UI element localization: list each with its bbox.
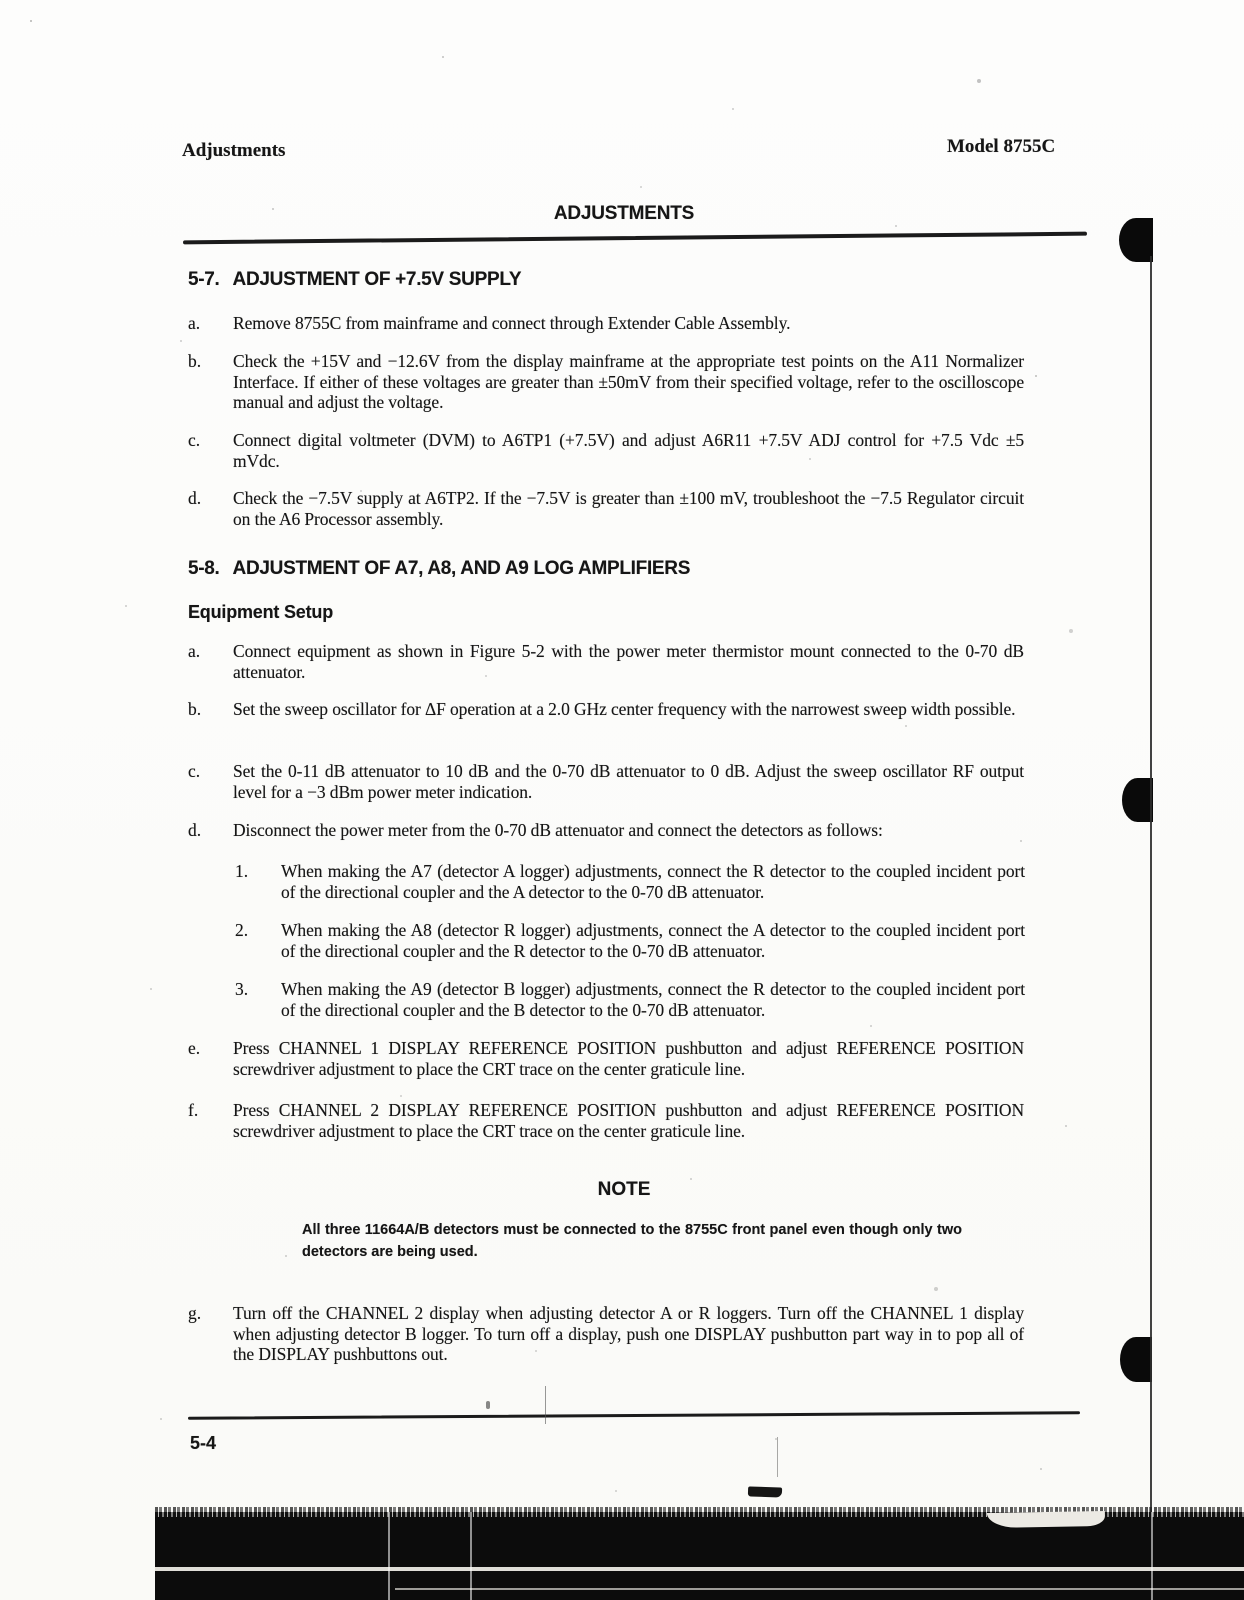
scan-artifact (486, 1401, 490, 1409)
header-rule (183, 232, 1087, 245)
list-item-5-8-g (188, 1303, 1024, 1365)
item-label: d. (188, 820, 202, 840)
item-text: Check the −7.5V supply at A6TP2. If the −7.5V is greater than ±100 mV, troubleshoot the −7.5 Regulator circuit on the A6 Processor assembly. (233, 488, 1024, 529)
list-item-5-8-d (188, 820, 1024, 841)
item-label: e. (188, 1038, 201, 1058)
detector-step-2 (235, 920, 1025, 961)
scan-black-band (155, 1512, 1244, 1600)
item-label: f. (188, 1100, 199, 1120)
section-5-8-title: ADJUSTMENT OF A7, A8, AND A9 LOG AMPLIFIERS (232, 558, 691, 579)
list-item-5-8-a (188, 641, 1024, 682)
list-item-5-8-b (188, 699, 1024, 720)
item-text: Press CHANNEL 1 DISPLAY REFERENCE POSITION pushbutton and adjust REFERENCE POSITION screwdriver adjustment to place the CRT trace on the center graticule line. (233, 1038, 1024, 1079)
section-5-7-number: 5-7. (188, 269, 220, 290)
registration-mark-icon (1120, 1337, 1152, 1382)
scan-band-hairline (1151, 1512, 1153, 1600)
item-text: Set the sweep oscillator for ΔF operation at a 2.0 GHz center frequency with the narrowest sweep width possible. (233, 699, 1016, 719)
item-text: Set the 0-11 dB attenuator to 10 dB and the 0-70 dB attenuator to 0 dB. Adjust the sweep oscillator RF output level for a −3 dBm power meter indication. (233, 761, 1024, 802)
item-label: a. (188, 313, 201, 333)
item-text: Check the +15V and −12.6V from the display mainframe at the appropriate test points on the A11 Normalizer Interface. If either of these voltages are greater than ±50mV from their specified voltage, refer to the oscilloscope manual and adjust the voltage. (233, 351, 1024, 412)
section-5-7-title: ADJUSTMENT OF +7.5V SUPPLY (232, 269, 522, 290)
scan-edge-line (1150, 256, 1152, 1512)
registration-mark-icon (1119, 218, 1153, 262)
step-label: 1. (235, 861, 249, 881)
list-item-5-7-c (188, 430, 1024, 471)
step-text: When making the A9 (detector B logger) adjustments, connect the R detector to the coupled incident port of the directional coupler and the B detector to the 0-70 dB attenuator. (281, 979, 1025, 1020)
step-label: 2. (235, 920, 249, 940)
item-label: c. (188, 761, 201, 781)
step-text: When making the A7 (detector A logger) adjustments, connect the R detector to the coupled incident port of the directional coupler and the A detector to the 0-70 dB attenuator. (281, 861, 1025, 902)
list-item-5-7-a (188, 313, 1024, 334)
list-item-5-8-e (188, 1038, 1024, 1079)
item-label: g. (188, 1303, 202, 1323)
registration-mark-icon (1122, 778, 1153, 822)
item-text: Disconnect the power meter from the 0-70 dB attenuator and connect the detectors as follows: (233, 820, 883, 840)
detector-step-3 (235, 979, 1025, 1020)
section-5-8-heading (188, 558, 690, 580)
step-text: When making the A8 (detector R logger) adjustments, connect the A detector to the coupled incident port of the directional coupler and the R detector to the 0-70 dB attenuator. (281, 920, 1025, 961)
running-header-left: Adjustments (182, 140, 286, 161)
item-label: b. (188, 351, 202, 371)
scan-artifact (545, 1386, 546, 1424)
detector-step-1 (235, 861, 1025, 902)
item-text: Connect digital voltmeter (DVM) to A6TP1 (+7.5V) and adjust A6R11 +7.5V ADJ control for +7.5 Vdc ±5 mVdc. (233, 430, 1024, 471)
page-number: 5-4 (190, 1433, 217, 1453)
section-5-7-heading (188, 269, 521, 291)
item-text: Remove 8755C from mainframe and connect through Extender Cable Assembly. (233, 313, 791, 333)
section-5-8-number: 5-8. (188, 558, 220, 579)
scan-band-white-line (155, 1567, 1244, 1571)
equipment-setup-subheading: Equipment Setup (188, 602, 333, 622)
scan-noise (30, 20, 32, 22)
scan-band-hairline (470, 1512, 472, 1600)
list-item-5-8-f (188, 1100, 1024, 1141)
list-item-5-7-b (188, 351, 1024, 413)
item-label: d. (188, 488, 202, 508)
note-heading: NOTE (597, 1179, 651, 1200)
item-text: Connect equipment as shown in Figure 5-2 with the power meter thermistor mount connected to the 0-70 dB attenuator. (233, 641, 1024, 682)
step-label: 3. (235, 979, 249, 999)
scan-band-hairline (388, 1512, 390, 1600)
item-text: Turn off the CHANNEL 2 display when adjusting detector A or R loggers. Turn off the CHANNEL 1 display when adjusting detector B logger. To turn off a display, push one DISPLAY pushbutton part way in to pop all of the DISPLAY pushbuttons out. (233, 1303, 1024, 1364)
scan-artifact (777, 1437, 778, 1477)
note-text: All three 11664A/B detectors must be connected to the 8755C front panel even though only two detectors are being used. (302, 1222, 962, 1260)
item-label: c. (188, 430, 201, 450)
scan-band-white-line (395, 1588, 1244, 1590)
item-label: b. (188, 699, 202, 719)
scan-artifact (748, 1486, 782, 1497)
list-item-5-7-d (188, 488, 1024, 529)
scan-band-gap (987, 1511, 1105, 1528)
running-header-right: Model 8755C (947, 136, 1056, 157)
list-item-5-8-c (188, 761, 1024, 802)
item-label: a. (188, 641, 201, 661)
footer-rule (188, 1411, 1080, 1419)
item-text: Press CHANNEL 2 DISPLAY REFERENCE POSITION pushbutton and adjust REFERENCE POSITION screwdriver adjustment to place the CRT trace on the center graticule line. (233, 1100, 1024, 1141)
page-title: ADJUSTMENTS (553, 203, 695, 224)
